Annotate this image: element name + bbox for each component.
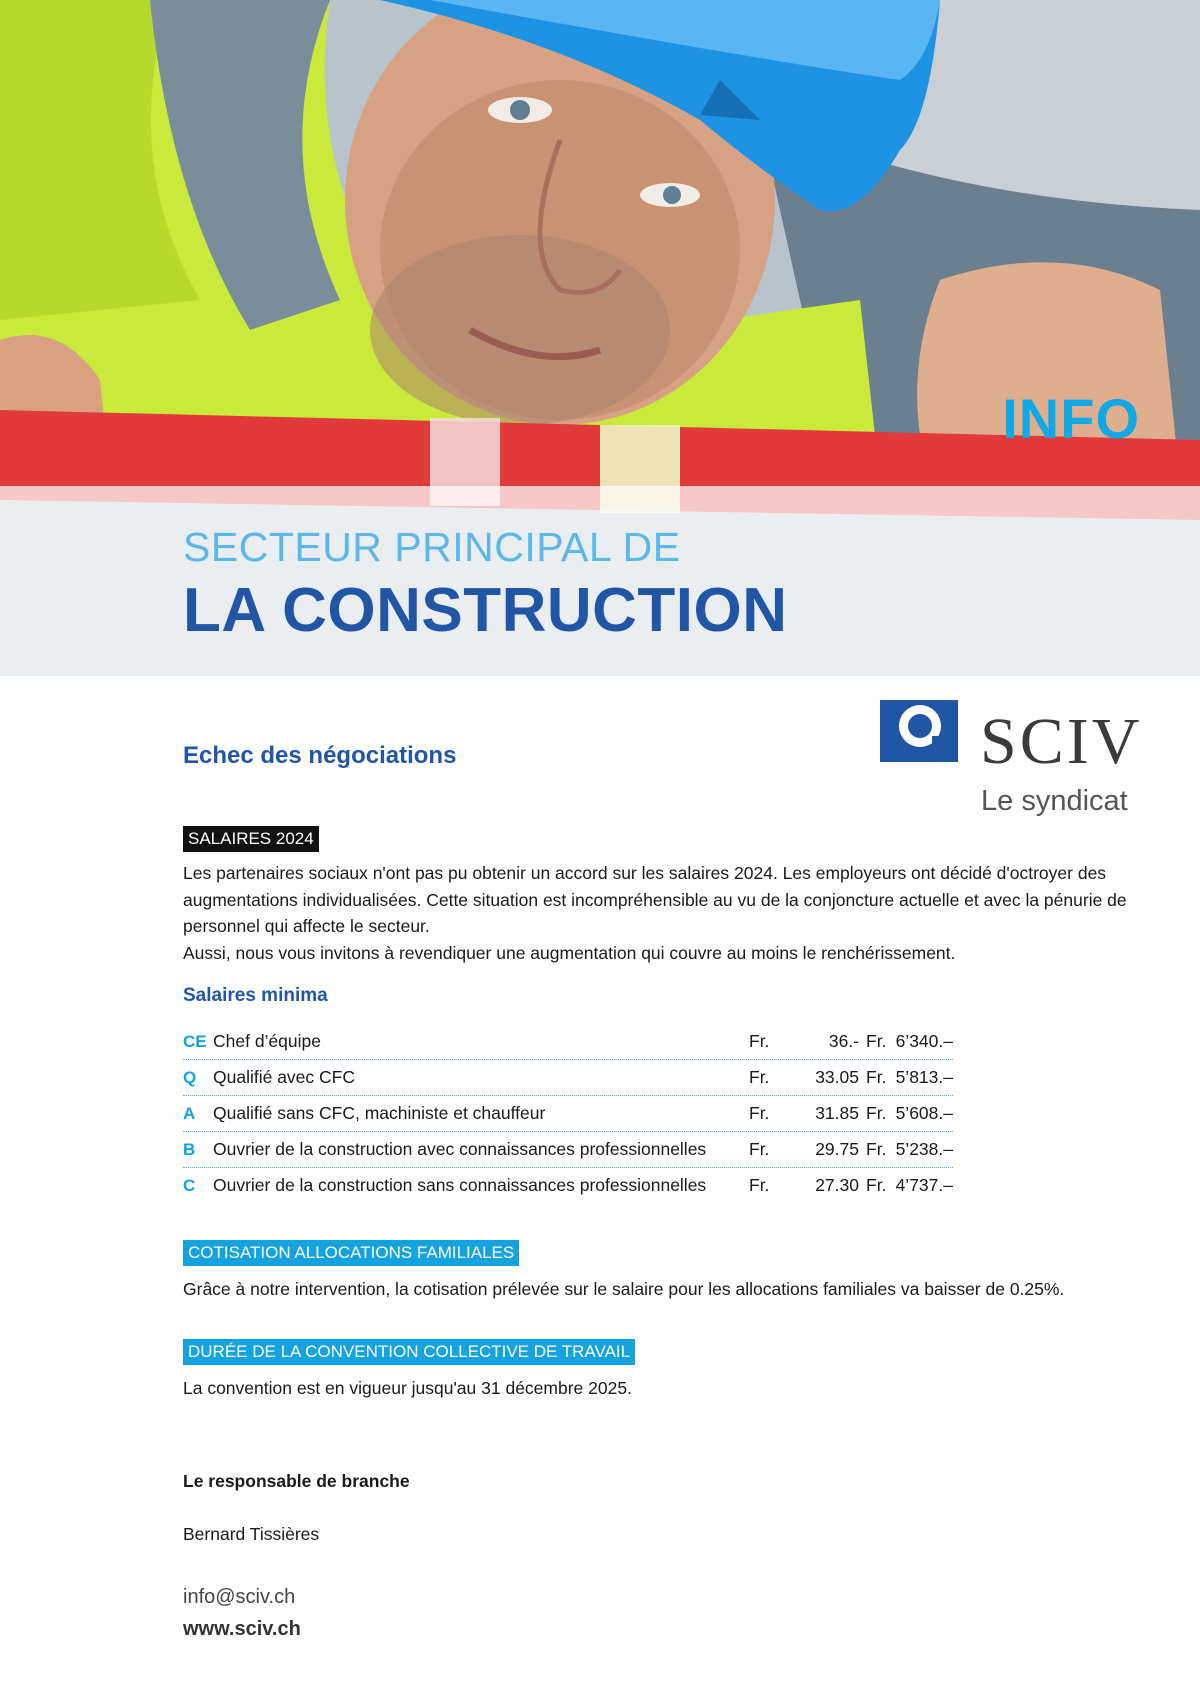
hourly-wage: 29.75 <box>815 1139 859 1159</box>
tag-allocations: COTISATION ALLOCATIONS FAMILIALES <box>183 1240 519 1266</box>
signature-name: Bernard Tissières <box>183 1524 320 1544</box>
logo-name: SCIV <box>980 705 1143 778</box>
currency-monthly: Fr. <box>866 1067 887 1087</box>
currency-monthly: Fr. <box>866 1139 887 1159</box>
hourly-wage: 36.- <box>828 1031 859 1051</box>
salaires-paragraph <box>183 860 1143 966</box>
logo-subtitle: Le syndicat <box>981 785 1128 817</box>
title-line-1: SECTEUR PRINCIPAL DE <box>183 524 681 570</box>
currency-hourly: Fr. <box>749 1031 770 1051</box>
currency-hourly: Fr. <box>749 1139 770 1159</box>
monthly-wage: 5’238.– <box>895 1139 953 1159</box>
row-code: B <box>183 1140 196 1159</box>
currency-monthly: Fr. <box>866 1031 887 1051</box>
duree-paragraph: La convention est en vigueur jusqu'au 31 décembre 2025. <box>183 1378 632 1398</box>
salaires-text-2: Aussi, nous vous invitons à revendiquer une augmentation qui couvre au moins le renchérissement. <box>183 942 956 963</box>
row-label: Qualifié avec CFC <box>213 1067 355 1087</box>
table-row <box>183 1168 953 1204</box>
salaires-text-1: Les partenaires sociaux n'ont pas pu obtenir un accord sur les salaires 2024. Les employeurs ont décidé d'octroyer des augmentations individualisées. Cette situation est incompréhensible au vu de la conjoncture actuelle et avec la pénurie de personnel qui affecte le secteur. <box>183 863 1127 936</box>
signature-title: Le responsable de branche <box>183 1471 410 1491</box>
hourly-wage: 33.05 <box>815 1067 859 1087</box>
table-row <box>183 1132 953 1168</box>
table-row <box>183 1060 953 1096</box>
row-label: Qualifié sans CFC, machiniste et chauffeur <box>213 1103 546 1123</box>
contact-website[interactable]: www.sciv.ch <box>183 1618 301 1640</box>
row-label: Ouvrier de la construction avec connaissances professionnelles <box>213 1139 707 1159</box>
hourly-wage: 27.30 <box>815 1175 859 1195</box>
monthly-wage: 5’813.– <box>895 1067 953 1087</box>
currency-monthly: Fr. <box>866 1103 887 1123</box>
title-line-2: LA CONSTRUCTION <box>183 576 788 645</box>
currency-monthly: Fr. <box>866 1175 887 1195</box>
monthly-wage: 4’737.– <box>895 1175 953 1195</box>
monthly-wage: 5’608.– <box>895 1103 953 1123</box>
document-heading: Echec des négociations <box>183 742 457 769</box>
tag-salaires: SALAIRES 2024 <box>183 826 319 852</box>
table-row <box>183 1024 953 1060</box>
minima-heading: Salaires minima <box>183 985 328 1006</box>
hourly-wage: 31.85 <box>815 1103 859 1123</box>
currency-hourly: Fr. <box>749 1103 770 1123</box>
row-code: A <box>183 1104 196 1123</box>
row-label: Chef d’équipe <box>213 1031 321 1051</box>
row-code: C <box>183 1176 196 1195</box>
salary-table <box>183 1024 953 1204</box>
table-row <box>183 1096 953 1132</box>
info-label: INFO <box>1002 387 1140 450</box>
row-code: Q <box>183 1068 197 1087</box>
allocations-paragraph: Grâce à notre intervention, la cotisation prélevée sur le salaire pour les allocations familiales va baisser de 0.25%. <box>183 1279 1065 1299</box>
row-label: Ouvrier de la construction sans connaissances professionnelles <box>213 1175 707 1195</box>
row-code: CE <box>183 1032 207 1051</box>
monthly-wage: 6’340.– <box>895 1031 953 1051</box>
tag-duree: DURÉE DE LA CONVENTION COLLECTIVE DE TRAVAIL <box>183 1339 635 1365</box>
currency-hourly: Fr. <box>749 1067 770 1087</box>
contact-email[interactable]: info@sciv.ch <box>183 1586 296 1608</box>
currency-hourly: Fr. <box>749 1175 770 1195</box>
